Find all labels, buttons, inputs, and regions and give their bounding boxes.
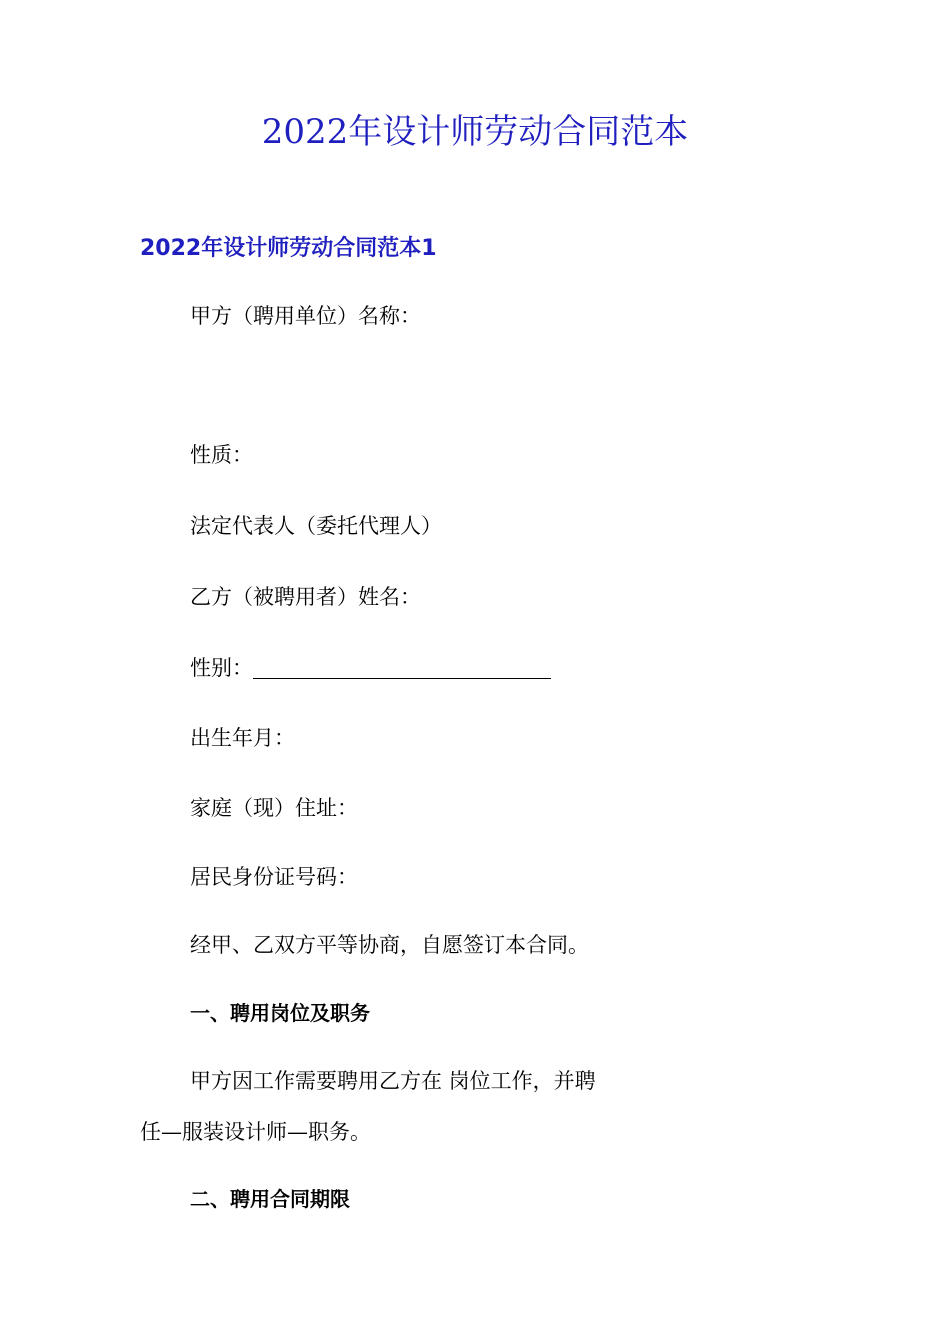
field-nature: 性质： bbox=[190, 443, 253, 467]
field-id-number: 居民身份证号码： bbox=[190, 865, 358, 889]
clause-2-heading: 二、聘用合同期限 bbox=[190, 1187, 350, 1211]
field-party-b-name: 乙方（被聘用者）姓名： bbox=[190, 585, 421, 609]
clause-1-text-line2: 任—服装设计师—职务。 bbox=[140, 1120, 371, 1144]
clause-1-text-line1: 甲方因工作需要聘用乙方在 岗位工作，并聘 bbox=[190, 1069, 596, 1093]
section-heading: 2022年设计师劳动合同范本1 bbox=[140, 236, 437, 261]
field-gender-row bbox=[190, 651, 551, 685]
page-title: 2022年设计师劳动合同范本 bbox=[261, 112, 689, 152]
agreement-text: 经甲、乙双方平等协商，自愿签订本合同。 bbox=[190, 933, 589, 957]
field-birth-date: 出生年月： bbox=[190, 726, 295, 750]
clause-1-heading: 一、聘用岗位及职务 bbox=[190, 1001, 370, 1025]
field-gender-label: 性别： bbox=[190, 656, 253, 680]
gender-blank-line bbox=[253, 656, 551, 679]
field-address: 家庭（现）住址： bbox=[190, 796, 358, 820]
field-party-a-name: 甲方（聘用单位）名称： bbox=[190, 304, 421, 328]
field-legal-representative: 法定代表人（委托代理人） bbox=[190, 514, 442, 538]
